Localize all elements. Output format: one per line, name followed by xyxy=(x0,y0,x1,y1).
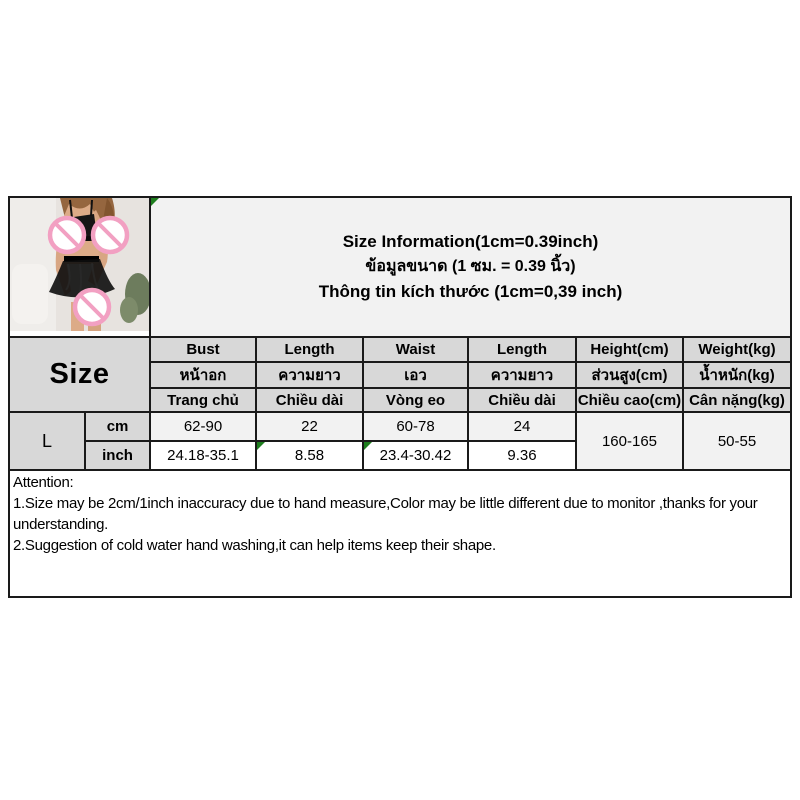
bust-cm-value: 62-90 xyxy=(150,412,256,441)
product-photo-cell xyxy=(9,197,150,337)
col-header-weight-vi: Cân nặng(kg) xyxy=(683,388,791,412)
col-header-length2-en: Length xyxy=(468,337,576,362)
size-header: Size xyxy=(9,337,150,412)
waist-inch-text: 23.4-30.42 xyxy=(379,447,452,464)
col-header-waist-th: เอว xyxy=(363,362,468,388)
col-header-waist-en: Waist xyxy=(363,337,468,362)
col-header-weight-en: Weight(kg) xyxy=(683,337,791,362)
title-th: ข้อมูลขนาด (1 ซม. = 0.39 นิ้ว) xyxy=(365,258,576,275)
size-value-cell: L xyxy=(9,412,85,470)
unit-label-inch: inch xyxy=(85,441,150,470)
col-header-waist-vi: Vòng eo xyxy=(363,388,468,412)
waist-cm-value: 60-78 xyxy=(363,412,468,441)
col-header-bust-en: Bust xyxy=(150,337,256,362)
length2-cm-value: 24 xyxy=(468,412,576,441)
col-header-height-th: ส่วนสูง(cm) xyxy=(576,362,683,388)
attention-heading: Attention: xyxy=(13,474,74,491)
length-inch-text: 8.58 xyxy=(294,447,325,464)
waist-inch-value xyxy=(363,441,468,470)
col-header-length-vi: Chiều dài xyxy=(256,388,363,412)
col-header-weight-th: น้ำหนัก(kg) xyxy=(683,362,791,388)
size-chart-sheet xyxy=(8,196,792,598)
size-table xyxy=(8,196,792,598)
col-header-length-th: ความยาว xyxy=(256,362,363,388)
bust-inch-value: 24.18-35.1 xyxy=(150,441,256,470)
censored-icon xyxy=(75,290,109,324)
attention-note-2: 2.Suggestion of cold water hand washing,it can help items keep their shape. xyxy=(13,537,496,554)
col-header-length2-th: ความยาว xyxy=(468,362,576,388)
title-cell xyxy=(150,197,791,337)
length-cm-value: 22 xyxy=(256,412,363,441)
col-header-bust-th: หน้าอก xyxy=(150,362,256,388)
cell-corner-marker-icon xyxy=(364,442,372,450)
product-photo xyxy=(10,198,149,331)
length-inch-value xyxy=(256,441,363,470)
height-value-cell: 160-165 xyxy=(576,412,683,470)
attention-cell xyxy=(9,470,791,597)
col-header-bust-vi: Trang chủ xyxy=(150,388,256,412)
col-header-length2-vi: Chiều dài xyxy=(468,388,576,412)
cell-corner-marker-icon xyxy=(151,198,159,206)
unit-label-cm: cm xyxy=(85,412,150,441)
censored-icon xyxy=(50,218,84,252)
attention-note-1: 1.Size may be 2cm/1inch inaccuracy due to hand measure,Color may be little different due to monitor ,thanks for your understanding. xyxy=(13,495,758,533)
col-header-length-en: Length xyxy=(256,337,363,362)
censored-icon xyxy=(93,218,127,252)
weight-value-cell: 50-55 xyxy=(683,412,791,470)
title-vi: Thông tin kích thước (1cm=0,39 inch) xyxy=(318,282,623,301)
title-en: Size Information(1cm=0.39inch) xyxy=(342,232,599,251)
col-header-height-en: Height(cm) xyxy=(576,337,683,362)
cell-corner-marker-icon xyxy=(257,442,265,450)
col-header-height-vi: Chiều cao(cm) xyxy=(576,388,683,412)
length2-inch-value: 9.36 xyxy=(468,441,576,470)
